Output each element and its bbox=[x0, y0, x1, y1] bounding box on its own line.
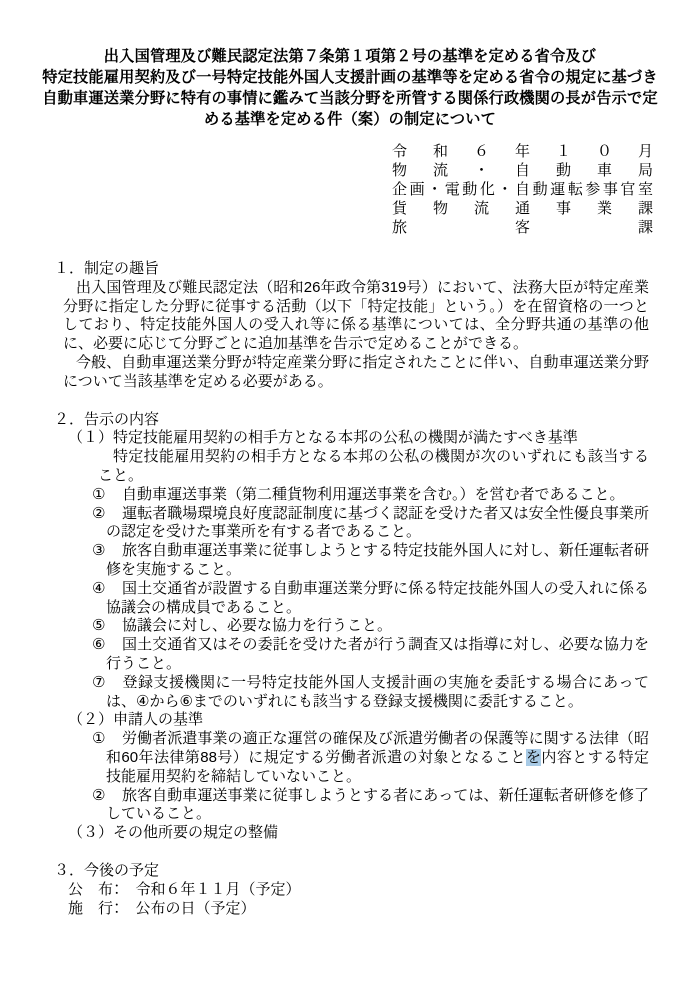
item-number: ② bbox=[92, 786, 106, 804]
issuer-freight-division: 貨物流通事業課 bbox=[392, 200, 653, 217]
item-text: 国土交通省又はその委託を受けた者が行う調査又は指導に対し、必要な協力を行うこと。 bbox=[106, 636, 649, 672]
section2-sub2-heading: （２）申請人の基準 bbox=[68, 711, 204, 729]
section1-paragraph-2: 今般、自動車運送業分野が特定産業分野に指定されたことに伴い、自動車運送業分野について当該基準を定める必要がある。 bbox=[63, 353, 649, 390]
list-item-2 bbox=[0, 505, 649, 543]
document-title-line-1: 出入国管理及び難民認定法第７条第１項第２号の基準を定める省令及び bbox=[103, 48, 597, 65]
list-item-4 bbox=[0, 580, 649, 618]
issuer-office: 企画・電動化・自動運転参事官室 bbox=[392, 181, 653, 198]
item-text: 運転者職場環境良好度認証制度に基づく認証を受けた者又は安全性優良事業所の認定を受けた事業所を有する者であること。 bbox=[106, 504, 649, 541]
section1-heading: １．制定の趣旨 bbox=[54, 260, 160, 277]
section2-sub3-heading: （３）その他所要の規定の整備 bbox=[68, 824, 279, 842]
item-text: 旅客自動車運送事業に従事しようとする者にあっては、新任運転者研修を修了していること。 bbox=[106, 786, 649, 823]
item-text: 協議会に対し、必要な協力を行うこと。 bbox=[122, 617, 393, 635]
item-number: ① bbox=[92, 485, 106, 503]
list-item-5 bbox=[0, 617, 649, 636]
item-number: ④ bbox=[92, 579, 106, 597]
item-text-before-highlight: 労働者派遣事業の適正な運営の確保及び派遣労働者の保護等に関する法律（昭和60年法律第88号）に規定する労働者派遣の対象となること bbox=[106, 730, 649, 766]
item-text: 旅客自動車運送事業に従事しようとする特定技能外国人に対し、新任運転者研修を実施すること。 bbox=[106, 542, 649, 578]
item-number: ⑤ bbox=[92, 617, 106, 635]
item-number: ⑥ bbox=[92, 636, 106, 654]
list-item-7 bbox=[0, 674, 649, 712]
issuer-passenger-division: 旅客課 bbox=[392, 219, 653, 236]
issuer-bureau: 物流・自動車局 bbox=[392, 162, 653, 179]
item-number: ① bbox=[92, 730, 106, 748]
applicant-item-1 bbox=[0, 730, 649, 786]
applicant-item-2 bbox=[0, 787, 649, 825]
item-number: ⑦ bbox=[92, 673, 106, 691]
document-body bbox=[0, 260, 649, 918]
item-number: ② bbox=[92, 504, 106, 522]
item-number: ③ bbox=[92, 542, 106, 560]
section2-sub1-heading: （１）特定技能雇用契約の相手方となる本邦の公私の機関が満たすべき基準 bbox=[68, 429, 578, 447]
item-text: 自動車運送事業（第二種貨物利用運送事業を含む。）を営む者であること。 bbox=[122, 485, 625, 503]
spacer bbox=[0, 843, 649, 862]
section3-heading: ３．今後の予定 bbox=[54, 861, 160, 879]
list-item-3 bbox=[0, 542, 649, 580]
issuer-block bbox=[392, 142, 653, 237]
item-text: 国土交通省が設置する自動車運送業分野に係る特定技能外国人の受入れに係る協議会の構成員であること。 bbox=[106, 579, 649, 616]
publication-schedule-line: 公 布： 令和６年１１月（予定） bbox=[68, 880, 301, 898]
item-text: 登録支援機関に一号特定技能外国人支援計画の実施を委託する場合にあっては、④から⑥までのいずれにも該当する登録支援機関に委託すること。 bbox=[106, 673, 649, 710]
document-title bbox=[0, 0, 700, 130]
enforcement-schedule-line: 施 行： 公布の日（予定） bbox=[68, 899, 256, 917]
document-title-line-4: める基準を定める件（案）の制定について bbox=[203, 111, 497, 128]
highlighted-text: を bbox=[525, 748, 542, 766]
document-title-line-3: 自動車運送業分野に特有の事情に鑑みて当該分野を所管する関係行政機関の長が告示で定 bbox=[42, 90, 658, 107]
list-item-6 bbox=[0, 636, 649, 674]
item-text-after-highlight: 内容とする特定技能雇用契約を締結していないこと。 bbox=[106, 748, 649, 785]
section2-sub1-intro: 特定技能雇用契約の相手方となる本邦の公私の機関が次のいずれにも該当すること。 bbox=[98, 448, 649, 484]
section2-heading: ２．告示の内容 bbox=[54, 410, 160, 428]
document-title-line-2: 特定技能雇用契約及び一号特定技能外国人支援計画の基準等を定める省令の規定に基づき bbox=[42, 69, 658, 86]
spacer bbox=[0, 392, 649, 411]
section1-paragraph-1: 出入国管理及び難民認定法（昭和26年政令第319号）において、法務大臣が特定産業分野に指定した分野に従事する活動（以下「特定技能」という。）を在留資格の一つとしており、特定技能外国人の受入れ等に係る基準については、全分野共通の基準の他に、必要に応じて分野ごとに追加基準を告示で定めることができる。 bbox=[63, 278, 649, 353]
issue-date: 令和６年１０月 bbox=[392, 143, 653, 160]
list-item-1 bbox=[0, 486, 649, 505]
